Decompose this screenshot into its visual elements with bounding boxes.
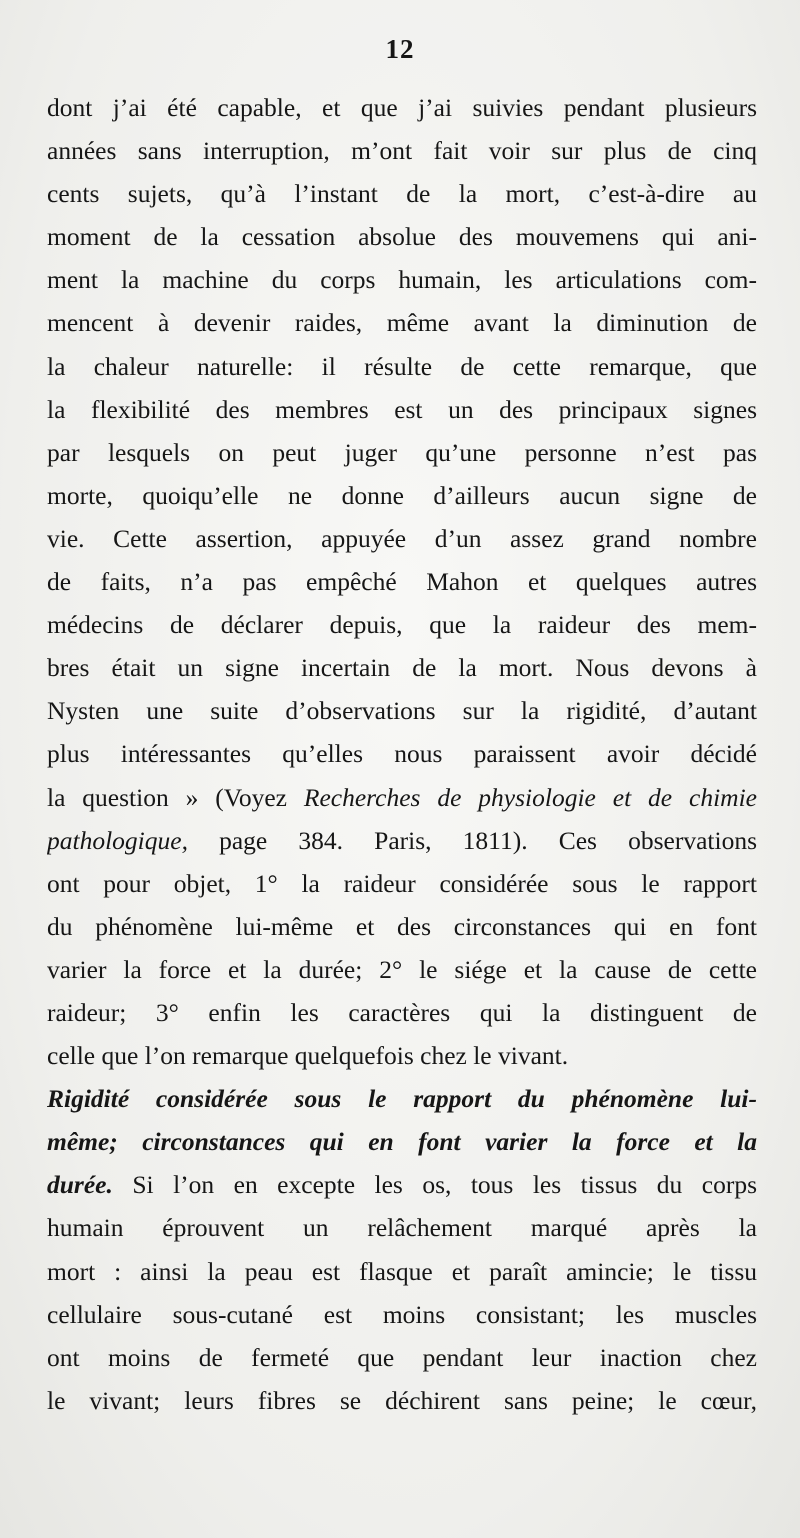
text-segment: mort : ainsi la peau est flasque et paraît amincie; le tissu <box>47 1256 757 1286</box>
text-line <box>47 86 757 129</box>
text-line <box>47 732 757 775</box>
text-segment: ont moins de fermeté que pendant leur inaction chez <box>47 1342 757 1372</box>
text-segment: par lesquels on peut juger qu’une personne n’est pas <box>47 437 757 467</box>
text-line <box>47 1163 757 1206</box>
text-segment: cents sujets, qu’à l’instant de la mort, c’est-à-dire au <box>47 179 757 209</box>
text-line <box>47 776 757 819</box>
text-line <box>47 905 757 948</box>
text-segment: moment de la cessation absolue des mouvemens qui ani- <box>47 222 757 252</box>
text-segment: la chaleur naturelle: il résulte de cette remarque, que <box>47 351 757 381</box>
text-line <box>47 646 757 689</box>
italic-text-segment: durée. <box>47 1170 113 1200</box>
text-segment: varier la force et la durée; 2° le siége et la cause de cette <box>47 954 757 984</box>
text-segment: celle que l’on remarque quelquefois chez le vivant. <box>47 1041 569 1071</box>
text-line <box>47 388 757 431</box>
text-segment: bres était un signe incertain de la mort. Nous devons à <box>47 653 757 683</box>
text-line <box>47 172 757 215</box>
text-line <box>47 215 757 258</box>
text-segment: humain éprouvent un relâchement marqué après la <box>47 1213 757 1243</box>
text-line <box>47 1034 757 1077</box>
text-segment: vie. Cette assertion, appuyée d’un assez grand nombre <box>47 523 757 553</box>
text-segment: plus intéressantes qu’elles nous paraissent avoir décidé <box>47 739 757 769</box>
text-line <box>47 689 757 732</box>
italic-text-segment: pathologique, <box>47 825 188 855</box>
text-segment: ment la machine du corps humain, les articulations com- <box>47 265 757 295</box>
text-line <box>47 517 757 560</box>
text-segment: cellulaire sous-cutané est moins consistant; les muscles <box>47 1299 757 1329</box>
text-segment: du phénomène lui-même et des circonstances qui en font <box>47 911 757 941</box>
page-number: 12 <box>385 34 415 64</box>
text-line <box>47 345 757 388</box>
text-segment: ont pour objet, 1° la raideur considérée sous le rapport <box>47 868 757 898</box>
text-segment: Si l’on en excepte les os, tous les tissus du corps <box>112 1170 757 1200</box>
text-line <box>47 560 757 603</box>
text-line <box>47 948 757 991</box>
text-line <box>47 301 757 344</box>
text-line <box>47 1206 757 1249</box>
text-segment: la question » (Voyez <box>47 782 304 812</box>
text-line <box>47 991 757 1034</box>
text-segment: années sans interruption, m’ont fait voir sur plus de cinq <box>47 136 757 166</box>
text-line <box>47 1120 757 1163</box>
text-line <box>47 1379 757 1422</box>
text-segment: la flexibilité des membres est un des principaux signes <box>47 394 757 424</box>
italic-text-segment: même; circonstances qui en font varier la force et la <box>47 1127 757 1157</box>
text-segment: raideur; 3° enfin les caractères qui la distinguent de <box>47 997 757 1027</box>
text-line <box>47 431 757 474</box>
text-line <box>47 1336 757 1379</box>
text-line <box>47 1077 757 1120</box>
text-segment: de faits, n’a pas empêché Mahon et quelques autres <box>47 567 757 597</box>
text-segment: morte, quoiqu’elle ne donne d’ailleurs aucun signe de <box>47 480 757 510</box>
text-segment: mencent à devenir raides, même avant la diminution de <box>47 308 757 338</box>
text-line <box>47 819 757 862</box>
text-segment: dont j’ai été capable, et que j’ai suivies pendant plusieurs <box>47 93 757 122</box>
text-line <box>47 862 757 905</box>
italic-text-segment: Rigidité considérée sous le rapport du phénomène lui- <box>47 1084 757 1114</box>
text-segment: médecins de déclarer depuis, que la raideur des mem- <box>47 610 757 640</box>
text-line <box>47 258 757 301</box>
text-segment: Nysten une suite d’observations sur la rigidité, d’autant <box>47 696 757 726</box>
text-line <box>47 603 757 646</box>
text-segment: page 384. Paris, 1811). Ces observations <box>187 825 757 855</box>
text-line <box>47 1250 757 1293</box>
text-segment: le vivant; leurs fibres se déchirent sans peine; le cœur, <box>47 1385 757 1415</box>
body-text <box>47 86 757 1422</box>
text-line <box>47 474 757 517</box>
italic-text-segment: Recherches de physiologie et de chimie <box>303 782 757 812</box>
text-line <box>47 129 757 172</box>
text-line <box>47 1293 757 1336</box>
